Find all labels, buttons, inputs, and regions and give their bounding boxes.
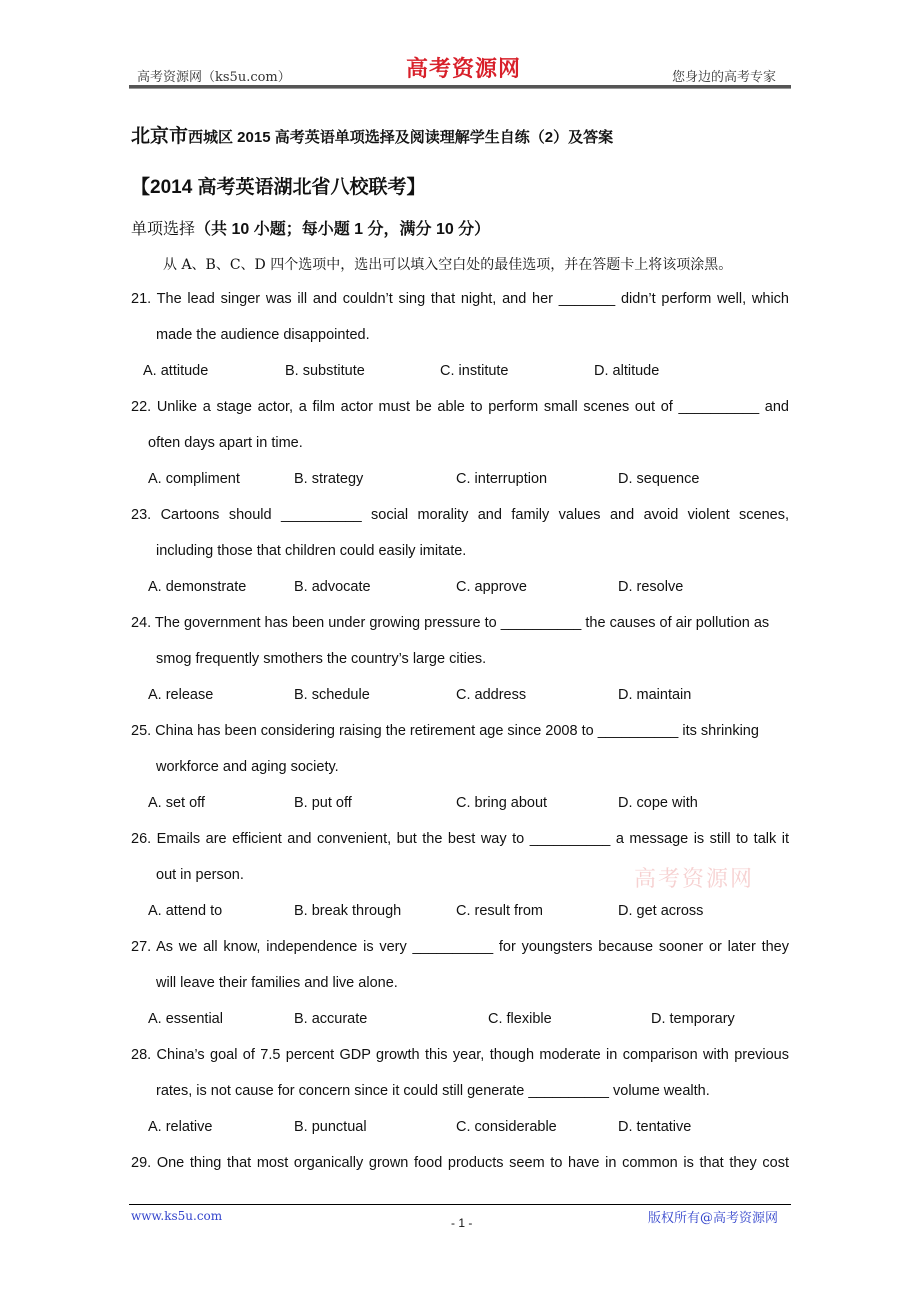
question-stem-line: out in person.	[156, 867, 244, 883]
answer-option: C. result from	[456, 903, 544, 919]
answer-option: D. maintain	[618, 687, 692, 703]
footer-copyright: 版权所有@高考资源网	[648, 1211, 779, 1226]
answer-option: A. essential	[148, 1011, 223, 1027]
answer-option: C. bring about	[456, 795, 548, 811]
answer-option: A. demonstrate	[148, 579, 247, 595]
question-stem-line: 25. China has been considering raising the retirement age since 2008 to __________ its shrinking	[131, 723, 759, 739]
answer-option: D. tentative	[618, 1119, 692, 1135]
header-site-name: 高考资源网（ks5u.com）	[137, 70, 291, 85]
title-city: 北京市	[131, 126, 189, 147]
question-stem-line: workforce and aging society.	[156, 759, 339, 775]
question-stem-line: will leave their families and live alone.	[156, 975, 398, 991]
question-stem-line: 21. The lead singer was ill and couldn’t sing that night, and her _______ didn’t perform well, which	[131, 291, 789, 307]
question-stem-line: smog frequently smothers the country’s large cities.	[156, 651, 487, 667]
answer-option: C. interruption	[456, 471, 548, 487]
question-stem-line: 28. China’s goal of 7.5 percent GDP growth this year, though moderate in comparison with previous	[131, 1047, 789, 1063]
title-rest: 西城区 2015 高考英语单项选择及阅读理解学生自练（2）及答案	[188, 129, 614, 146]
instruction: 从 A、B、C、D 四个选项中，选出可以填入空白处的最佳选项，并在答题卡上将该项涂黑。	[163, 257, 733, 273]
answer-option: B. schedule	[294, 687, 370, 703]
answer-option: A. compliment	[148, 471, 240, 487]
header-slogan: 您身边的高考专家	[672, 70, 777, 85]
answer-option: A. attitude	[143, 363, 209, 379]
answer-option: B. break through	[294, 903, 402, 919]
answer-option: A. relative	[148, 1119, 213, 1135]
answer-option: A. attend to	[148, 903, 223, 919]
header-logo: 高考资源网	[406, 56, 522, 82]
answer-option: C. flexible	[488, 1011, 552, 1027]
question-stem-line: rates, is not cause for concern since it could still generate __________ volume wealth.	[156, 1083, 710, 1099]
question-stem-line: 23. Cartoons should __________ social morality and family values and avoid violent scenes,	[131, 507, 789, 523]
watermark: 高考资源网	[634, 867, 755, 892]
section-label: 单项选择	[131, 221, 196, 238]
question-stem-line: made the audience disappointed.	[156, 327, 370, 343]
answer-option: B. put off	[294, 795, 352, 811]
question-stem-line: often days apart in time.	[148, 435, 303, 451]
section-detail: （共 10 小题；每小题 1 分，满分 10 分）	[195, 221, 491, 238]
answer-option: D. temporary	[651, 1011, 735, 1027]
document-subtitle: 【2014 高考英语湖北省八校联考】	[131, 177, 426, 198]
answer-option: D. altitude	[594, 363, 660, 379]
page-number: - 1 -	[451, 1216, 473, 1230]
answer-option: A. release	[148, 687, 214, 703]
question-stem-line: 26. Emails are efficient and convenient, but the best way to __________ a message is still to talk it	[131, 831, 789, 847]
question-stem-line: including those that children could easily imitate.	[156, 543, 467, 559]
question-stem-line: 22. Unlike a stage actor, a film actor must be able to perform small scenes out of __________ and	[131, 399, 789, 415]
question-stem-line: 29. One thing that most organically grown food products seem to have in common is that they cost	[131, 1155, 789, 1171]
answer-option: B. advocate	[294, 579, 371, 595]
answer-option: C. institute	[440, 363, 509, 379]
answer-option: D. get across	[618, 903, 704, 919]
answer-option: B. accurate	[294, 1011, 368, 1027]
header-divider	[129, 85, 791, 89]
question-stem-line: 27. As we all know, independence is very __________ for youngsters because sooner or later they	[131, 939, 789, 955]
answer-option: C. address	[456, 687, 527, 703]
footer-link[interactable]: www.ks5u.com	[131, 1209, 223, 1223]
answer-option: D. sequence	[618, 471, 700, 487]
document-title	[131, 121, 613, 148]
answer-option: B. strategy	[294, 471, 364, 487]
answer-option: B. punctual	[294, 1119, 367, 1135]
answer-option: B. substitute	[285, 363, 365, 379]
question-stem-line: 24. The government has been under growing pressure to __________ the causes of air pollution as	[131, 615, 770, 631]
answer-option: D. resolve	[618, 579, 684, 595]
answer-option: D. cope with	[618, 795, 698, 811]
section-heading	[131, 216, 490, 239]
answer-option: C. considerable	[456, 1119, 557, 1135]
answer-option: A. set off	[148, 795, 205, 811]
answer-option: C. approve	[456, 579, 527, 595]
footer-divider	[129, 1204, 791, 1205]
